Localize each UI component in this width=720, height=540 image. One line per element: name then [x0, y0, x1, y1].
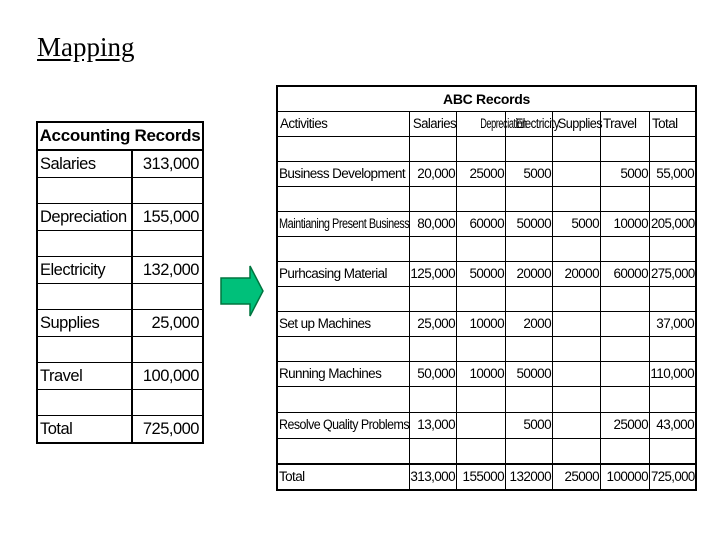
table-cell: 25000 [457, 162, 506, 186]
accounting-label: Travel [38, 363, 133, 389]
table-cell: 80,000 [410, 212, 457, 236]
table-cell: 5000 [506, 413, 553, 438]
accounting-spacer-row [38, 178, 202, 204]
accounting-spacer-row [38, 231, 202, 257]
table-cell [601, 362, 650, 386]
column-header: Activities [278, 112, 410, 136]
accounting-records-table [36, 121, 204, 444]
abc-records-table [276, 85, 697, 491]
accounting-value: 132,000 [142, 261, 199, 279]
column-header: Electricity [506, 112, 553, 136]
abc-total-row [278, 464, 695, 489]
table-cell: 50000 [457, 262, 506, 286]
abc-header-row [278, 112, 695, 137]
column-header: Salaries [410, 112, 457, 136]
table-cell: 10000 [457, 312, 506, 336]
accounting-total-row [38, 416, 202, 442]
column-header: Depreciation [457, 112, 506, 136]
abc-spacer-row [278, 237, 695, 262]
table-cell: 25000 [553, 465, 601, 489]
accounting-value: 25,000 [151, 314, 199, 332]
table-cell: 50000 [506, 212, 553, 236]
accounting-row [38, 363, 202, 390]
table-cell: 132000 [506, 465, 553, 489]
table-cell: 2000 [506, 312, 553, 336]
abc-spacer-row [278, 187, 695, 212]
column-header: Travel [601, 112, 650, 136]
activity-cell: Running Machines [278, 362, 410, 386]
table-cell: 5000 [601, 162, 650, 186]
table-cell: 20000 [506, 262, 553, 286]
activity-cell: Maintianing Present Business [278, 212, 410, 236]
table-cell: 275,000 [650, 266, 695, 281]
abc-spacer-row [278, 387, 695, 413]
accounting-records-heading: Accounting Records [38, 123, 202, 151]
activity-cell: Purhcasing Material [278, 262, 410, 286]
activity-cell: Business Development [278, 162, 410, 186]
accounting-value: 725,000 [142, 420, 199, 438]
table-cell: 25000 [601, 413, 650, 438]
table-cell [457, 413, 506, 438]
accounting-value: 313,000 [142, 155, 199, 173]
abc-spacer-row [278, 287, 695, 312]
table-cell: 10000 [457, 362, 506, 386]
accounting-value: 155,000 [142, 208, 199, 226]
accounting-spacer-row [38, 390, 202, 416]
accounting-label: Total [38, 416, 133, 442]
accounting-spacer-row [38, 284, 202, 310]
activity-cell: Resolve Quality Problems [278, 413, 410, 438]
table-row [278, 262, 695, 287]
activity-cell: Total [278, 465, 410, 489]
table-cell: 10000 [601, 212, 650, 236]
table-cell: 5000 [506, 162, 553, 186]
table-cell: 50000 [506, 362, 553, 386]
table-row [278, 312, 695, 337]
table-cell: 50,000 [410, 362, 457, 386]
table-cell: 43,000 [656, 417, 694, 432]
table-cell: 125,000 [410, 262, 457, 286]
table-cell: 100000 [601, 465, 650, 489]
table-cell: 60000 [457, 212, 506, 236]
table-cell: 37,000 [656, 316, 694, 331]
table-cell [553, 413, 601, 438]
accounting-row [38, 204, 202, 231]
table-cell: 20000 [553, 262, 601, 286]
accounting-spacer-row [38, 337, 202, 363]
table-cell: 110,000 [650, 366, 694, 381]
accounting-row [38, 310, 202, 337]
table-cell [553, 162, 601, 186]
abc-records-heading: ABC Records [278, 87, 695, 112]
table-row [278, 162, 695, 187]
abc-spacer-row [278, 137, 695, 162]
accounting-label: Electricity [38, 257, 133, 283]
table-cell: 725,000 [650, 469, 695, 484]
page-title: Mapping [37, 32, 135, 62]
accounting-label: Salaries [38, 151, 133, 177]
table-cell [553, 312, 601, 336]
abc-spacer-row [278, 337, 695, 362]
right-arrow-icon [220, 264, 264, 318]
table-cell: 25,000 [410, 312, 457, 336]
table-cell: 13,000 [410, 413, 457, 438]
table-row [278, 362, 695, 387]
accounting-label: Depreciation [38, 204, 133, 230]
column-header: Total [652, 116, 678, 131]
table-cell: 313,000 [410, 465, 457, 489]
table-cell [601, 312, 650, 336]
column-header: Supplies [553, 112, 601, 136]
activity-cell: Set up Machines [278, 312, 410, 336]
table-cell: 60000 [601, 262, 650, 286]
accounting-label: Supplies [38, 310, 133, 336]
table-row [278, 413, 695, 439]
table-cell [553, 362, 601, 386]
accounting-value: 100,000 [142, 367, 199, 385]
accounting-row [38, 151, 202, 178]
table-row [278, 212, 695, 237]
table-cell: 20,000 [410, 162, 457, 186]
table-cell: 5000 [553, 212, 601, 236]
abc-spacer-row [278, 439, 695, 464]
table-cell: 55,000 [656, 166, 694, 181]
accounting-row [38, 257, 202, 284]
table-cell: 155000 [457, 465, 506, 489]
table-cell: 205,000 [650, 216, 695, 231]
